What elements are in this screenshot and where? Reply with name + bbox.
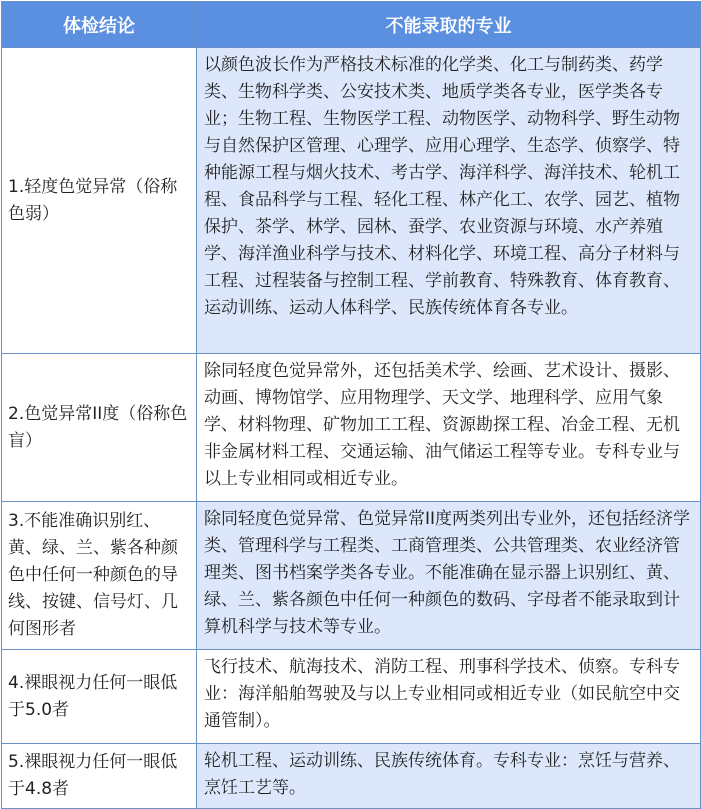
table-header-row: [2, 2, 701, 48]
row-majors: 轮机工程、运动训练、民族传统体育。专科专业：烹饪与营养、烹饪工艺等。: [197, 744, 701, 809]
row-condition: 5.裸眼视力任何一眼低于4.8者: [2, 744, 197, 809]
row-condition: 3.不能准确识别红、黄、绿、兰、紫各种颜色中任何一种颜色的导线、按键、信号灯、几何图形者: [2, 502, 197, 650]
table-row: [2, 650, 701, 744]
row-majors: 除同轻度色觉异常、色觉异常II度两类列出专业外，还包括经济学类、管理科学与工程类、工商管理类、公共管理类、农业经济管理类、图书档案学类各专业。不能准确在显示器上识别红、黄、绿、兰、紫各颜色中任何一种颜色的数码、字母者不能录取到计算机科学与技术等专业。: [197, 502, 701, 650]
header-restricted-majors: 不能录取的专业: [197, 2, 701, 48]
table-row: [2, 502, 701, 650]
row-condition: 2.色觉异常II度（俗称色盲）: [2, 354, 197, 502]
admission-restriction-table: [1, 1, 701, 809]
table-row: [2, 354, 701, 502]
row-condition: 1.轻度色觉异常（俗称色弱）: [2, 48, 197, 354]
row-majors: 飞行技术、航海技术、消防工程、刑事科学技术、侦察。专科专业：海洋船舶驾驶及与以上专业相同或相近专业（如民航空中交通管制）。: [197, 650, 701, 744]
row-condition: 4.裸眼视力任何一眼低于5.0者: [2, 650, 197, 744]
table-row: [2, 48, 701, 354]
row-majors: 除同轻度色觉异常外，还包括美术学、绘画、艺术设计、摄影、动画、博物馆学、应用物理学、天文学、地理科学、应用气象学、材料物理、矿物加工工程、资源勘探工程、冶金工程、无机非金属材料工程、交通运输、油气储运工程等专业。专科专业与以上专业相同或相近专业。: [197, 354, 701, 502]
table-row: [2, 744, 701, 809]
row-majors: 以颜色波长作为严格技术标准的化学类、化工与制药类、药学类、生物科学类、公安技术类、地质学类各专业，医学类各专业；生物工程、生物医学工程、动物医学、动物科学、野生动物与自然保护区管理、心理学、应用心理学、生态学、侦察学、特种能源工程与烟火技术、考古学、海洋科学、海洋技术、轮机工程、食品科学与工程、轻化工程、林产化工、农学、园艺、植物保护、茶学、林学、园林、蚕学、农业资源与环境、水产养殖学、海洋渔业科学与技术、材料化学、环境工程、高分子材料与工程、过程装备与控制工程、学前教育、特殊教育、体育教育、运动训练、运动人体科学、民族传统体育各专业。: [197, 48, 701, 354]
header-exam-conclusion: 体检结论: [2, 2, 197, 48]
